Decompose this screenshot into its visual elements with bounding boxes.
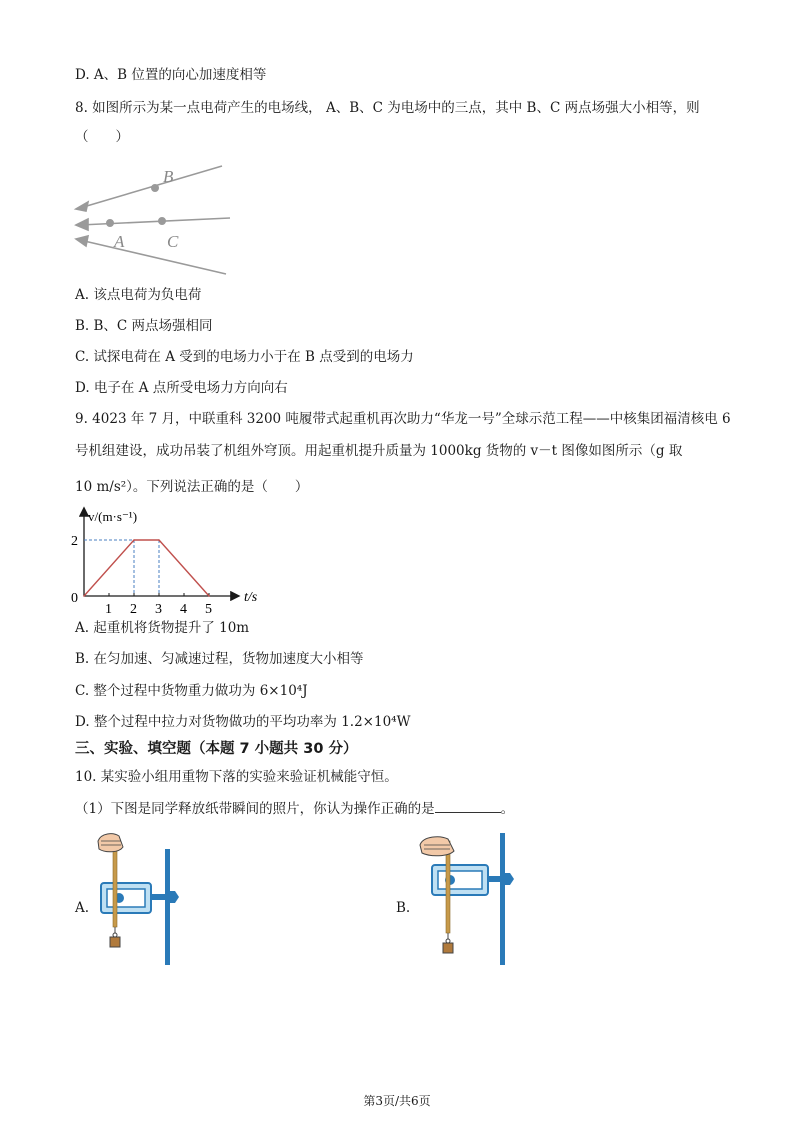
page-footer: 第3页/共6页 xyxy=(363,1094,431,1108)
vt-segment-0 xyxy=(84,540,134,596)
answer-blank[interactable] xyxy=(435,800,501,813)
q10-sub1-suffix: 。 xyxy=(500,801,515,817)
q9-option-d: D. 整个过程中拉力对货物做功的平均功率为 1.2×10⁴W xyxy=(75,714,411,730)
point-a-marker xyxy=(107,220,113,226)
point-b-label: B xyxy=(163,167,174,186)
x-tick-label-3: 3 xyxy=(155,602,162,613)
vt-segment-2 xyxy=(159,540,209,596)
q9-stem-line1: 9. 4023 年 7 月，中联重科 3200 吨履带式起重机再次助力“华龙一号”全球示范工程——中核集团福清核电 6 xyxy=(75,411,731,427)
field-line-middle-arrowhead xyxy=(76,219,88,230)
vt-graph xyxy=(66,505,276,613)
q9-option-b: B. 在匀加速、匀减速过程，货物加速度大小相等 xyxy=(75,651,364,667)
electric-field-lines-figure xyxy=(70,160,240,280)
q10-sub1-prefix: （1）下图是同学释放纸带瞬间的照片，你认为操作正确的是 xyxy=(75,801,435,817)
field-line-upper xyxy=(80,166,222,208)
section-3-heading: 三、实验、填空题（本题 7 小题共 30 分） xyxy=(75,741,358,757)
q8-option-d: D. 电子在 A 点所受电场力方向向右 xyxy=(75,380,288,396)
vt-point-0 xyxy=(83,595,85,597)
x-tick-label-2: 2 xyxy=(130,602,137,613)
vt-point-3 xyxy=(208,595,210,597)
field-line-lower xyxy=(80,240,226,274)
figure-b-label: B. xyxy=(396,900,411,916)
clamp xyxy=(500,873,514,885)
figure-a-label: A. xyxy=(75,900,90,916)
stand-rod xyxy=(165,849,170,965)
x-tick-label-1: 1 xyxy=(105,602,112,613)
timer-window xyxy=(107,889,145,907)
field-line-upper-arrowhead xyxy=(76,202,88,211)
origin-label: 0 xyxy=(71,591,78,606)
stand-rod xyxy=(500,833,505,965)
field-line-lower-arrowhead xyxy=(76,236,88,246)
q8-option-c: C. 试探电荷在 A 受到的电场力小于在 B 点受到的电场力 xyxy=(75,349,414,365)
point-a-label: A xyxy=(114,232,125,251)
q10-stem: 10. 某实验小组用重物下落的实验来验证机械能守恒。 xyxy=(75,769,398,785)
q8-option-b: B. B、C 两点场强相同 xyxy=(75,318,213,334)
q7-option-d: D. A、B 位置的向心加速度相等 xyxy=(75,67,267,83)
x-tick-label-4: 4 xyxy=(180,602,187,613)
q8-option-a: A. 该点电荷为负电荷 xyxy=(75,287,202,303)
y-axis-label: v/(m·s⁻¹) xyxy=(88,509,138,524)
clamp xyxy=(165,891,179,903)
q9-option-c: C. 整个过程中货物重力做功为 6×10⁴J xyxy=(75,683,308,699)
apparatus-b-figure xyxy=(418,833,518,968)
hand-icon xyxy=(420,837,454,856)
vt-point-1 xyxy=(133,539,135,541)
x-tick-label-5: 5 xyxy=(205,602,212,613)
timer-window xyxy=(438,871,482,889)
x-axis-label: t/s xyxy=(244,590,258,605)
q9-stem-line2: 号机组建设，成功吊装了机组外穹顶。用起重机提升质量为 1000kg 货物的 v－t 图像如图所示（g 取 xyxy=(75,443,683,459)
point-c-label: C xyxy=(167,232,179,251)
y-tick-label-2: 2 xyxy=(71,534,78,549)
q9-option-a: A. 起重机将货物提升了 10m xyxy=(75,620,250,636)
q8-stem: 8. 如图所示为某一点电荷产生的电场线， A、B、C 为电场中的三点，其中 B、C 两点场强大小相等，则 xyxy=(75,100,700,116)
field-line-middle xyxy=(80,218,230,225)
point-c-marker xyxy=(159,218,165,224)
weight-block xyxy=(110,937,120,947)
q8-answer-paren: （ ） xyxy=(75,129,129,145)
q10-sub1 xyxy=(75,800,514,818)
paper-tape xyxy=(113,841,117,927)
weight-block xyxy=(443,943,453,953)
vt-point-2 xyxy=(158,539,160,541)
apparatus-a-figure xyxy=(93,833,183,968)
point-b-marker xyxy=(152,185,158,191)
q9-stem-line3: 10 m/s²）。下列说法正确的是（ ） xyxy=(75,479,309,495)
hand-icon xyxy=(98,834,123,852)
